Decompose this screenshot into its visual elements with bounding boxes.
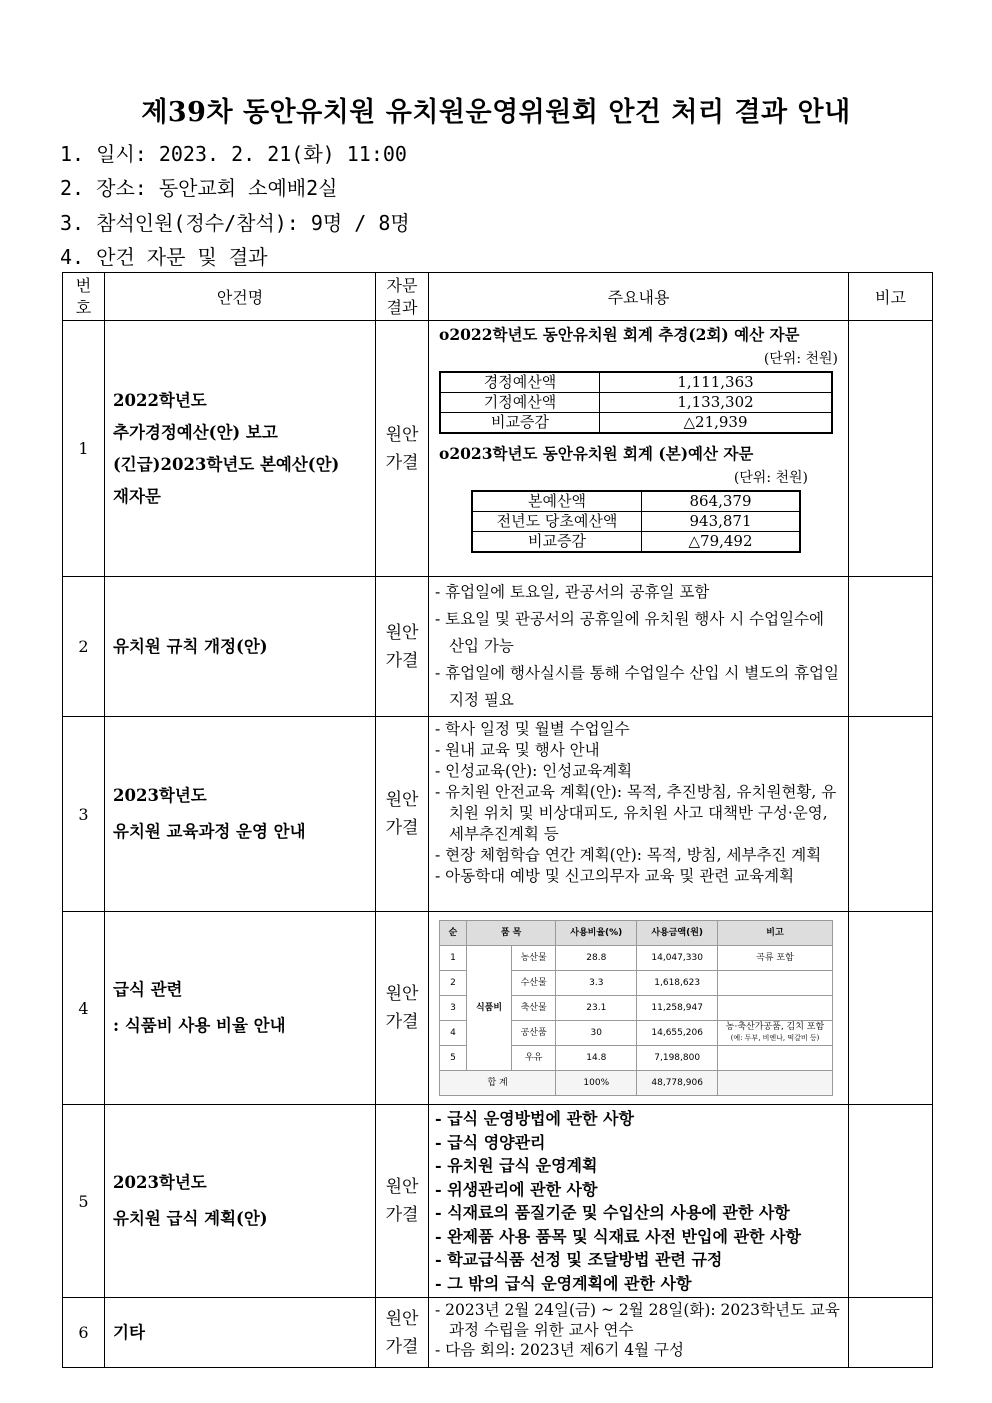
row-content (429, 321, 849, 577)
row-content: - 휴업일에 토요일, 관공서의 공휴일 포함 - 토요일 및 관공서의 공휴일에 유치원 행사 시 수업일수에 산입 가능 - 휴업일에 행사실시를 통해 수업일수 산입 시 별도의 휴업일 지정 필요 (429, 577, 849, 717)
table-row (63, 1298, 933, 1368)
row-note (849, 321, 933, 577)
row-agenda: 2023학년도 유치원 교육과정 운영 안내 (105, 717, 376, 912)
row-agenda: 기타 (105, 1298, 376, 1368)
document-title: 제39차 동안유치원 유치원운영위원회 안건 처리 결과 안내 (141, 97, 851, 128)
table-row (63, 912, 933, 1105)
row-result: 원안 가결 (376, 1105, 429, 1298)
budget1-heading: o2022학년도 동안유치원 회계 추경(2회) 예산 자문 (439, 325, 800, 344)
row-num: 3 (63, 717, 105, 912)
row-content: - 급식 운영방법에 관한 사항 - 급식 영양관리 - 유치원 급식 운영계획 - 위생관리에 관한 사항 - 식재료의 품질기준 및 수입산의 사용에 관한 사항 - 완제품 사용 품목 및 식재료 사전 반입에 관한 사항 - 학교급식품 선정 및 조달방법 관련 규정 - 그 밖의 급식 운영계획에 관한 사항 (429, 1105, 849, 1298)
header-agenda: 안건명 (105, 273, 376, 321)
row-agenda: 2022학년도 추가경정예산(안) 보고 (긴급)2023학년도 본예산(안) 재자문 (105, 321, 376, 577)
row-num: 6 (63, 1298, 105, 1368)
info-attendance: 3. 참석인원(정수/참석): 9명 / 8명 (60, 211, 410, 235)
info-place: 2. 장소: 동안교회 소예배2실 (60, 176, 338, 200)
row-num: 5 (63, 1105, 105, 1298)
row-result: 원안 가결 (376, 577, 429, 717)
budget2-table: 본예산액 864,379 전년도 당초예산액 943,871 비교증감 △79,492 (471, 490, 801, 553)
row-result: 원안 가결 (376, 912, 429, 1105)
budget2-unit: (단위: 천원) (733, 470, 808, 486)
food-cost-table: 순 품 목 사용비율(%) 사용금액(원) 비고 1 식품비 농산물 28.8 14,047,330 곡류 포함 2 수산물 3.3 1,618,623 3 축산물 23.1 11,258,947 4 공산품 30 14,655,206 농·축산가공품, 김치 포함 (예: 두부, 비엔나, 떡갈비 등) 5 우유 14.8 7,198,800 합 계 100% 48,778,906 (439, 920, 833, 1096)
agenda-table (62, 272, 933, 1368)
row-result: 원안 가결 (376, 1298, 429, 1368)
row-result: 원안 가결 (376, 717, 429, 912)
table-row (63, 577, 933, 717)
row-content: - 2023년 2월 24일(금) ~ 2월 28일(화): 2023학년도 교육과정 수립을 위한 교사 연수 - 다음 회의: 2023년 제6기 4월 구성 (429, 1298, 849, 1368)
row-num: 1 (63, 321, 105, 577)
row-num: 2 (63, 577, 105, 717)
row-agenda: 2023학년도 유치원 급식 계획(안) (105, 1105, 376, 1298)
budget1-unit: (단위: 천원) (763, 351, 838, 367)
food-category: 식품비 (467, 946, 512, 1071)
table-row (63, 1105, 933, 1298)
row-note (849, 912, 933, 1105)
budget2-heading: o2023학년도 동안유치원 회계 (본)예산 자문 (439, 444, 754, 463)
row-agenda: 유치원 규칙 개정(안) (105, 577, 376, 717)
row-result: 원안 가결 (376, 321, 429, 577)
table-row (63, 717, 933, 912)
row-note (849, 1105, 933, 1298)
budget1-table: 경정예산액 1,111,363 기정예산액 1,133,302 비교증감 △21,939 (439, 371, 833, 434)
row-note (849, 717, 933, 912)
header-result: 자문 결과 (376, 273, 429, 321)
header-note: 비고 (849, 273, 933, 321)
row-content: - 학사 일정 및 월별 수업일수 - 원내 교육 및 행사 안내 - 인성교육(안): 인성교육계획 - 유치원 안전교육 계획(안): 목적, 추진방침, 유치원현황, 유치원 위치 및 비상대피도, 유치원 사고 대책반 구성·운영, 세부추진계획 등 - 현장 체험학습 연간 계획(안): 목적, 방침, 세부추진 계획 - 아동학대 예방 및 신고의무자 교육 및 관련 교육계획 (429, 717, 849, 912)
info-date: 1. 일시: 2023. 2. 21(화) 11:00 (60, 142, 407, 166)
row-agenda: 급식 관련 : 식품비 사용 비율 안내 (105, 912, 376, 1105)
row-num: 4 (63, 912, 105, 1105)
table-row (63, 321, 933, 577)
row-note (849, 1298, 933, 1368)
info-agenda-heading: 4. 안건 자문 및 결과 (60, 245, 268, 269)
table-header-row (63, 273, 933, 321)
header-num: 번 호 (63, 273, 105, 321)
row-note (849, 577, 933, 717)
header-content: 주요내용 (429, 273, 849, 321)
row-content (429, 912, 849, 1105)
